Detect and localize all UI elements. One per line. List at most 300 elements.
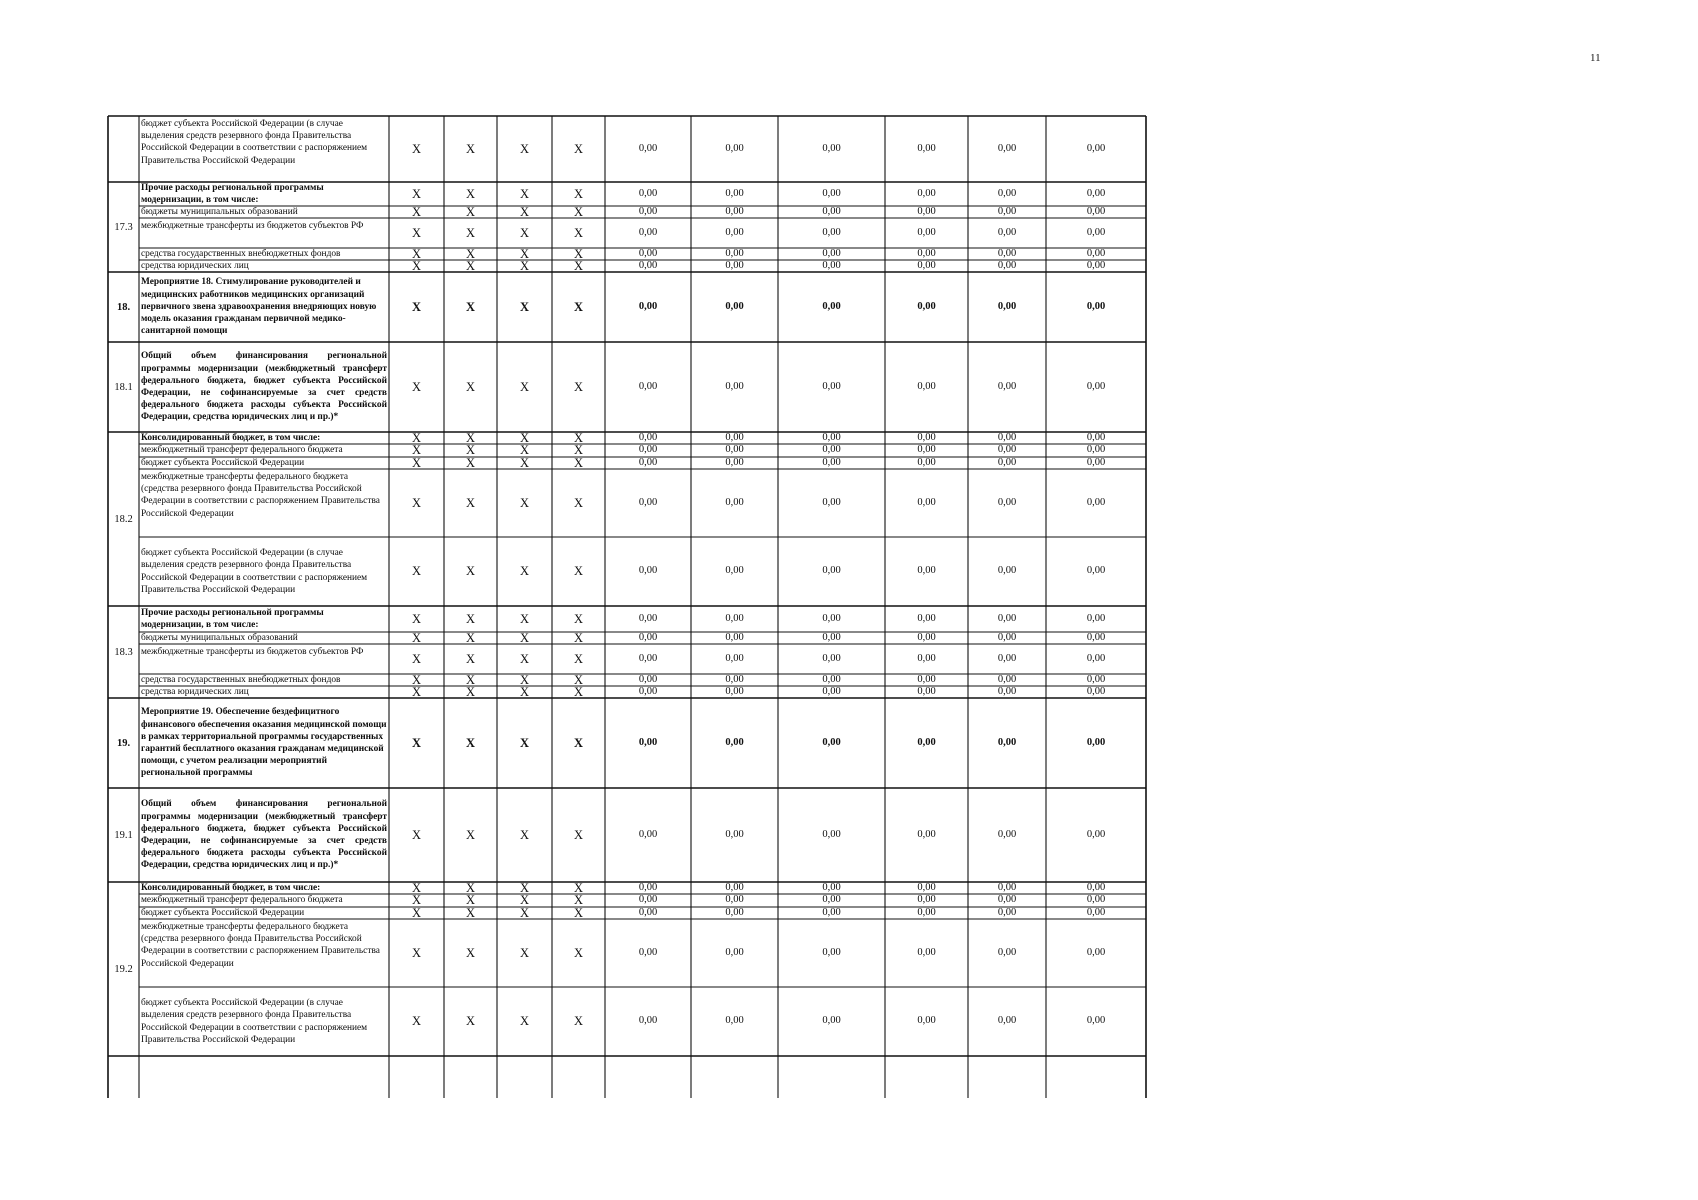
cell-x-mark: X bbox=[465, 684, 476, 698]
section-number: 19. bbox=[116, 737, 131, 749]
cell-amount: 0,00 bbox=[997, 685, 1017, 697]
cell-amount: 0,00 bbox=[822, 456, 841, 468]
cell-amount: 0,00 bbox=[822, 247, 841, 259]
row-description: средства юридических лиц bbox=[141, 260, 249, 271]
table-section bbox=[108, 182, 1254, 272]
cell-amount: 0,00 bbox=[997, 456, 1017, 468]
cell-x-mark: X bbox=[411, 1014, 422, 1029]
cell-amount: 0,00 bbox=[638, 259, 658, 271]
cell-x-mark: X bbox=[519, 905, 530, 920]
cell-x-mark: X bbox=[573, 495, 584, 510]
cell-amount: 0,00 bbox=[917, 906, 936, 918]
cell-amount: 0,00 bbox=[822, 444, 841, 456]
cell-amount: 0,00 bbox=[638, 612, 658, 624]
table-row bbox=[108, 882, 1254, 894]
cell-x-mark: X bbox=[411, 945, 422, 960]
cell-amount: 0,00 bbox=[997, 736, 1017, 748]
cell-amount: 0,00 bbox=[638, 205, 658, 217]
row-description: Прочие расходы региональной программы модернизации, в том числе: bbox=[141, 607, 324, 630]
cell-x-mark: X bbox=[519, 882, 530, 895]
cell-x-mark: X bbox=[519, 299, 530, 314]
cell-x-mark: X bbox=[573, 455, 584, 470]
cell-amount: 0,00 bbox=[725, 142, 744, 154]
cell-amount: 0,00 bbox=[1086, 894, 1106, 906]
cell-x-mark: X bbox=[411, 443, 422, 458]
cell-amount: 0,00 bbox=[997, 1015, 1017, 1027]
cell-amount: 0,00 bbox=[725, 300, 744, 312]
cell-amount: 0,00 bbox=[822, 894, 841, 906]
section-number: 18.1 bbox=[114, 381, 133, 393]
cell-amount: 0,00 bbox=[638, 736, 658, 748]
cell-amount: 0,00 bbox=[997, 205, 1017, 217]
table-section bbox=[108, 606, 1254, 698]
row-description: межбюджетные трансферты федерального бюджета (средства резервного фонда Правительства Российской Федерации в соответствии с распоряжением Правительства Российской Федерации bbox=[141, 922, 380, 969]
cell-x-mark: X bbox=[411, 905, 422, 920]
cell-amount: 0,00 bbox=[725, 736, 744, 748]
cell-amount: 0,00 bbox=[822, 380, 841, 392]
cell-amount: 0,00 bbox=[1086, 631, 1106, 643]
table-section bbox=[108, 116, 1254, 182]
cell-x-mark: X bbox=[573, 258, 584, 272]
cell-amount: 0,00 bbox=[917, 882, 936, 893]
cell-amount: 0,00 bbox=[725, 828, 744, 840]
cell-x-mark: X bbox=[573, 893, 584, 908]
cell-x-mark: X bbox=[573, 443, 584, 458]
cell-amount: 0,00 bbox=[725, 906, 744, 918]
cell-amount: 0,00 bbox=[997, 882, 1017, 893]
cell-x-mark: X bbox=[411, 827, 422, 842]
cell-amount: 0,00 bbox=[917, 652, 936, 664]
cell-amount: 0,00 bbox=[638, 882, 658, 893]
cell-amount: 0,00 bbox=[638, 226, 658, 238]
cell-x-mark: X bbox=[411, 893, 422, 908]
cell-amount: 0,00 bbox=[997, 380, 1017, 392]
cell-x-mark: X bbox=[465, 379, 476, 394]
cell-x-mark: X bbox=[519, 258, 530, 272]
cell-amount: 0,00 bbox=[917, 259, 936, 271]
cell-amount: 0,00 bbox=[1086, 456, 1106, 468]
section-number: 17.3 bbox=[114, 221, 133, 233]
cell-amount: 0,00 bbox=[997, 631, 1017, 643]
cell-amount: 0,00 bbox=[997, 673, 1017, 685]
cell-amount: 0,00 bbox=[725, 187, 744, 199]
cell-amount: 0,00 bbox=[638, 565, 658, 577]
cell-amount: 0,00 bbox=[917, 612, 936, 624]
table-section bbox=[108, 342, 1254, 432]
cell-amount: 0,00 bbox=[822, 300, 841, 312]
cell-amount: 0,00 bbox=[917, 205, 936, 217]
table-row bbox=[108, 342, 1254, 432]
cell-x-mark: X bbox=[411, 882, 422, 895]
cell-x-mark: X bbox=[519, 827, 530, 842]
cell-x-mark: X bbox=[411, 379, 422, 394]
cell-amount: 0,00 bbox=[638, 300, 658, 312]
cell-amount: 0,00 bbox=[917, 1015, 936, 1027]
cell-x-mark: X bbox=[573, 564, 584, 579]
cell-amount: 0,00 bbox=[725, 247, 744, 259]
cell-amount: 0,00 bbox=[638, 946, 658, 958]
cell-x-mark: X bbox=[519, 735, 530, 750]
cell-amount: 0,00 bbox=[1086, 1015, 1106, 1027]
row-description: Мероприятие 19. Обеспечение бездефицитного финансового обеспечения оказания медицинской помощи в рамках территориальной программы государственных гарантий бесплатного оказания гражданам медицинской помощи, с учетом реализации мероприятий региональной программы bbox=[141, 707, 387, 779]
page-number: 11 bbox=[1590, 52, 1601, 64]
row-description: бюджет субъекта Российской Федерации bbox=[141, 907, 305, 918]
cell-x-mark: X bbox=[519, 141, 530, 156]
cell-x-mark: X bbox=[573, 225, 584, 240]
cell-x-mark: X bbox=[465, 186, 476, 201]
cell-amount: 0,00 bbox=[822, 565, 841, 577]
cell-x-mark: X bbox=[411, 432, 422, 445]
table-row bbox=[108, 457, 1254, 469]
cell-amount: 0,00 bbox=[917, 247, 936, 259]
cell-amount: 0,00 bbox=[638, 685, 658, 697]
table-row bbox=[108, 206, 1254, 218]
cell-amount: 0,00 bbox=[822, 187, 841, 199]
row-description: бюджет субъекта Российской Федерации (в случае выделения средств резервного фонда Правительства Российской Федерации в соответствии с распоряжением Правительства Российской Федерации bbox=[141, 548, 368, 595]
table-row bbox=[108, 248, 1254, 260]
table-row bbox=[108, 674, 1254, 686]
cell-amount: 0,00 bbox=[917, 894, 936, 906]
table-row bbox=[108, 698, 1254, 788]
cell-x-mark: X bbox=[465, 495, 476, 510]
cell-x-mark: X bbox=[519, 379, 530, 394]
cell-amount: 0,00 bbox=[997, 946, 1017, 958]
cell-amount: 0,00 bbox=[725, 946, 744, 958]
cell-x-mark: X bbox=[465, 651, 476, 666]
cell-amount: 0,00 bbox=[638, 1015, 658, 1027]
cell-amount: 0,00 bbox=[822, 496, 841, 508]
cell-amount: 0,00 bbox=[1086, 496, 1106, 508]
cell-x-mark: X bbox=[573, 672, 584, 687]
row-description: Прочие расходы региональной программы модернизации, в том числе: bbox=[141, 182, 324, 205]
cell-amount: 0,00 bbox=[638, 444, 658, 456]
row-description: бюджеты муниципальных образований bbox=[141, 632, 298, 643]
cell-amount: 0,00 bbox=[1086, 380, 1106, 392]
cell-x-mark: X bbox=[519, 204, 530, 219]
cell-amount: 0,00 bbox=[917, 300, 936, 312]
cell-amount: 0,00 bbox=[997, 247, 1017, 259]
cell-amount: 0,00 bbox=[1086, 259, 1106, 271]
cell-amount: 0,00 bbox=[638, 894, 658, 906]
cell-amount: 0,00 bbox=[725, 226, 744, 238]
cell-x-mark: X bbox=[573, 882, 584, 895]
cell-amount: 0,00 bbox=[638, 456, 658, 468]
cell-amount: 0,00 bbox=[822, 1015, 841, 1027]
cell-amount: 0,00 bbox=[997, 894, 1017, 906]
cell-x-mark: X bbox=[519, 684, 530, 698]
cell-x-mark: X bbox=[465, 246, 476, 261]
cell-x-mark: X bbox=[465, 299, 476, 314]
row-description: средства юридических лиц bbox=[141, 686, 249, 697]
cell-x-mark: X bbox=[465, 432, 476, 445]
table-row bbox=[108, 469, 1254, 537]
cell-amount: 0,00 bbox=[997, 565, 1017, 577]
row-description: межбюджетные трансферты федерального бюджета (средства резервного фонда Правительства Российской Федерации в соответствии с распоряжением Правительства Российской Федерации bbox=[141, 472, 380, 519]
table-section bbox=[108, 432, 1254, 606]
cell-amount: 0,00 bbox=[822, 685, 841, 697]
cell-x-mark: X bbox=[411, 141, 422, 156]
cell-x-mark: X bbox=[411, 630, 422, 645]
table-row bbox=[108, 919, 1254, 987]
cell-x-mark: X bbox=[573, 905, 584, 920]
cell-amount: 0,00 bbox=[822, 432, 841, 443]
cell-amount: 0,00 bbox=[997, 496, 1017, 508]
table-row bbox=[108, 432, 1254, 444]
cell-amount: 0,00 bbox=[725, 894, 744, 906]
cell-x-mark: X bbox=[519, 630, 530, 645]
table-row bbox=[108, 788, 1254, 882]
cell-x-mark: X bbox=[465, 672, 476, 687]
row-description: средства государственных внебюджетных фондов bbox=[141, 674, 341, 685]
cell-amount: 0,00 bbox=[725, 456, 744, 468]
cell-amount: 0,00 bbox=[1086, 205, 1106, 217]
cell-amount: 0,00 bbox=[917, 142, 936, 154]
table-row bbox=[108, 537, 1254, 606]
cell-amount: 0,00 bbox=[822, 226, 841, 238]
cell-x-mark: X bbox=[573, 379, 584, 394]
table-row bbox=[108, 218, 1254, 248]
cell-amount: 0,00 bbox=[638, 828, 658, 840]
cell-x-mark: X bbox=[411, 564, 422, 579]
table-row bbox=[108, 632, 1254, 644]
cell-x-mark: X bbox=[519, 611, 530, 626]
cell-amount: 0,00 bbox=[997, 187, 1017, 199]
cell-x-mark: X bbox=[465, 905, 476, 920]
row-description: Консолидированный бюджет, в том числе: bbox=[141, 432, 321, 443]
cell-amount: 0,00 bbox=[725, 565, 744, 577]
cell-x-mark: X bbox=[465, 225, 476, 240]
cell-x-mark: X bbox=[573, 246, 584, 261]
cell-x-mark: X bbox=[411, 186, 422, 201]
table-row bbox=[108, 644, 1254, 674]
section-number: 19.2 bbox=[114, 963, 133, 975]
cell-amount: 0,00 bbox=[638, 142, 658, 154]
cell-amount: 0,00 bbox=[917, 685, 936, 697]
table-section bbox=[108, 698, 1254, 788]
cell-x-mark: X bbox=[573, 735, 584, 750]
cell-x-mark: X bbox=[465, 893, 476, 908]
cell-x-mark: X bbox=[411, 684, 422, 698]
cell-x-mark: X bbox=[465, 827, 476, 842]
section-number: 18. bbox=[116, 301, 131, 313]
cell-x-mark: X bbox=[519, 495, 530, 510]
row-description: бюджет субъекта Российской Федерации bbox=[141, 457, 305, 468]
cell-amount: 0,00 bbox=[638, 652, 658, 664]
cell-x-mark: X bbox=[573, 827, 584, 842]
cell-amount: 0,00 bbox=[1086, 444, 1106, 456]
row-description: межбюджетный трансферт федерального бюджета bbox=[141, 445, 343, 456]
row-description: Мероприятие 18. Стимулирование руководителей и медицинских работников медицинских организаций первичного звена здравоохранения внедряющих новую модель оказания гражданам первичной медико-санитарной помощи bbox=[141, 277, 377, 337]
cell-amount: 0,00 bbox=[997, 142, 1017, 154]
cell-x-mark: X bbox=[519, 432, 530, 445]
table-section bbox=[108, 272, 1254, 342]
cell-amount: 0,00 bbox=[822, 652, 841, 664]
cell-amount: 0,00 bbox=[725, 432, 744, 443]
cell-amount: 0,00 bbox=[725, 380, 744, 392]
cell-amount: 0,00 bbox=[822, 631, 841, 643]
section-number: 18.3 bbox=[114, 646, 133, 658]
cell-x-mark: X bbox=[411, 455, 422, 470]
cell-amount: 0,00 bbox=[917, 380, 936, 392]
row-description: межбюджетные трансферты из бюджетов субъектов РФ bbox=[141, 221, 364, 231]
cell-amount: 0,00 bbox=[1086, 946, 1106, 958]
cell-amount: 0,00 bbox=[1086, 736, 1106, 748]
table-row bbox=[108, 260, 1254, 272]
cell-x-mark: X bbox=[465, 945, 476, 960]
cell-amount: 0,00 bbox=[638, 906, 658, 918]
cell-x-mark: X bbox=[573, 630, 584, 645]
cell-x-mark: X bbox=[519, 225, 530, 240]
cell-x-mark: X bbox=[519, 186, 530, 201]
cell-amount: 0,00 bbox=[725, 685, 744, 697]
cell-amount: 0,00 bbox=[997, 612, 1017, 624]
cell-x-mark: X bbox=[573, 299, 584, 314]
table-row bbox=[108, 907, 1254, 919]
cell-amount: 0,00 bbox=[725, 652, 744, 664]
cell-amount: 0,00 bbox=[822, 828, 841, 840]
cell-x-mark: X bbox=[411, 651, 422, 666]
cell-amount: 0,00 bbox=[822, 142, 841, 154]
cell-x-mark: X bbox=[519, 1014, 530, 1029]
cell-x-mark: X bbox=[573, 432, 584, 445]
cell-x-mark: X bbox=[411, 735, 422, 750]
cell-amount: 0,00 bbox=[725, 673, 744, 685]
cell-x-mark: X bbox=[573, 204, 584, 219]
cell-amount: 0,00 bbox=[1086, 612, 1106, 624]
table-row bbox=[108, 272, 1254, 342]
cell-amount: 0,00 bbox=[725, 496, 744, 508]
cell-amount: 0,00 bbox=[725, 444, 744, 456]
cell-amount: 0,00 bbox=[725, 1015, 744, 1027]
table-row bbox=[108, 686, 1254, 698]
cell-amount: 0,00 bbox=[1086, 226, 1106, 238]
cell-amount: 0,00 bbox=[638, 673, 658, 685]
cell-x-mark: X bbox=[573, 186, 584, 201]
cell-amount: 0,00 bbox=[917, 565, 936, 577]
cell-amount: 0,00 bbox=[1086, 247, 1106, 259]
cell-x-mark: X bbox=[519, 564, 530, 579]
cell-x-mark: X bbox=[411, 225, 422, 240]
cell-amount: 0,00 bbox=[638, 631, 658, 643]
row-description: Консолидированный бюджет, в том числе: bbox=[141, 882, 321, 893]
cell-x-mark: X bbox=[519, 672, 530, 687]
cell-x-mark: X bbox=[411, 611, 422, 626]
budget-table bbox=[108, 116, 1254, 1098]
cell-amount: 0,00 bbox=[822, 882, 841, 893]
cell-x-mark: X bbox=[519, 455, 530, 470]
cell-amount: 0,00 bbox=[1086, 565, 1106, 577]
cell-amount: 0,00 bbox=[822, 946, 841, 958]
cell-x-mark: X bbox=[519, 651, 530, 666]
cell-amount: 0,00 bbox=[997, 828, 1017, 840]
row-description: Общий объем финансирования региональной программы модернизации (межбюджетный трансферт федерального бюджета, бюджет субъекта Российской Федерации, не софинансируемые за счет средств федерального бюджета расходы субъекта Российской Федерации, средства юридических лиц и пр.)* bbox=[141, 351, 387, 423]
table-row bbox=[108, 894, 1254, 907]
cell-amount: 0,00 bbox=[1086, 142, 1106, 154]
cell-x-mark: X bbox=[411, 246, 422, 261]
cell-amount: 0,00 bbox=[1086, 187, 1106, 199]
cell-amount: 0,00 bbox=[917, 946, 936, 958]
cell-x-mark: X bbox=[465, 630, 476, 645]
cell-x-mark: X bbox=[465, 1014, 476, 1029]
cell-x-mark: X bbox=[465, 204, 476, 219]
cell-amount: 0,00 bbox=[822, 673, 841, 685]
cell-x-mark: X bbox=[465, 258, 476, 272]
cell-amount: 0,00 bbox=[1086, 828, 1106, 840]
cell-x-mark: X bbox=[465, 611, 476, 626]
cell-amount: 0,00 bbox=[997, 906, 1017, 918]
cell-amount: 0,00 bbox=[997, 226, 1017, 238]
cell-amount: 0,00 bbox=[725, 612, 744, 624]
table-section bbox=[108, 882, 1254, 1056]
table-row bbox=[108, 116, 1254, 182]
cell-x-mark: X bbox=[573, 651, 584, 666]
row-description: бюджет субъекта Российской Федерации (в случае выделения средств резервного фонда Правительства Российской Федерации в соответствии с распоряжением Правительства Российской Федерации bbox=[141, 998, 368, 1045]
cell-amount: 0,00 bbox=[725, 205, 744, 217]
cell-x-mark: X bbox=[411, 258, 422, 272]
cell-amount: 0,00 bbox=[1086, 685, 1106, 697]
cell-amount: 0,00 bbox=[917, 226, 936, 238]
section-number: 19.1 bbox=[114, 829, 133, 841]
cell-x-mark: X bbox=[465, 882, 476, 895]
cell-amount: 0,00 bbox=[997, 300, 1017, 312]
cell-amount: 0,00 bbox=[997, 444, 1017, 456]
row-description: бюджет субъекта Российской Федерации (в случае выделения средств резервного фонда Правительства Российской Федерации в соответствии с распоряжением Правительства Российской Федерации bbox=[141, 119, 368, 166]
cell-x-mark: X bbox=[573, 684, 584, 698]
cell-x-mark: X bbox=[573, 611, 584, 626]
row-description: бюджеты муниципальных образований bbox=[141, 206, 298, 217]
row-description: средства государственных внебюджетных фондов bbox=[141, 248, 341, 259]
cell-amount: 0,00 bbox=[1086, 652, 1106, 664]
cell-amount: 0,00 bbox=[725, 259, 744, 271]
cell-amount: 0,00 bbox=[917, 456, 936, 468]
cell-x-mark: X bbox=[465, 455, 476, 470]
cell-amount: 0,00 bbox=[1086, 673, 1106, 685]
cell-amount: 0,00 bbox=[638, 380, 658, 392]
cell-amount: 0,00 bbox=[725, 882, 744, 893]
cell-amount: 0,00 bbox=[917, 187, 936, 199]
cell-amount: 0,00 bbox=[638, 496, 658, 508]
cell-amount: 0,00 bbox=[725, 631, 744, 643]
cell-x-mark: X bbox=[411, 495, 422, 510]
table-row bbox=[108, 606, 1254, 632]
cell-x-mark: X bbox=[411, 299, 422, 314]
cell-x-mark: X bbox=[519, 443, 530, 458]
cell-amount: 0,00 bbox=[822, 736, 841, 748]
cell-amount: 0,00 bbox=[917, 444, 936, 456]
cell-amount: 0,00 bbox=[917, 432, 936, 443]
cell-amount: 0,00 bbox=[638, 187, 658, 199]
cell-amount: 0,00 bbox=[997, 432, 1017, 443]
cell-x-mark: X bbox=[519, 893, 530, 908]
cell-x-mark: X bbox=[519, 945, 530, 960]
cell-x-mark: X bbox=[573, 1014, 584, 1029]
cell-amount: 0,00 bbox=[997, 259, 1017, 271]
cell-amount: 0,00 bbox=[1086, 432, 1106, 443]
table-row bbox=[108, 987, 1254, 1056]
cell-amount: 0,00 bbox=[917, 631, 936, 643]
cell-amount: 0,00 bbox=[822, 906, 841, 918]
cell-x-mark: X bbox=[465, 141, 476, 156]
cell-amount: 0,00 bbox=[1086, 300, 1106, 312]
table-row bbox=[108, 444, 1254, 457]
cell-x-mark: X bbox=[573, 141, 584, 156]
cell-x-mark: X bbox=[519, 246, 530, 261]
cell-amount: 0,00 bbox=[822, 259, 841, 271]
section-number: 18.2 bbox=[114, 513, 133, 525]
cell-amount: 0,00 bbox=[822, 205, 841, 217]
cell-amount: 0,00 bbox=[917, 736, 936, 748]
cell-amount: 0,00 bbox=[917, 496, 936, 508]
